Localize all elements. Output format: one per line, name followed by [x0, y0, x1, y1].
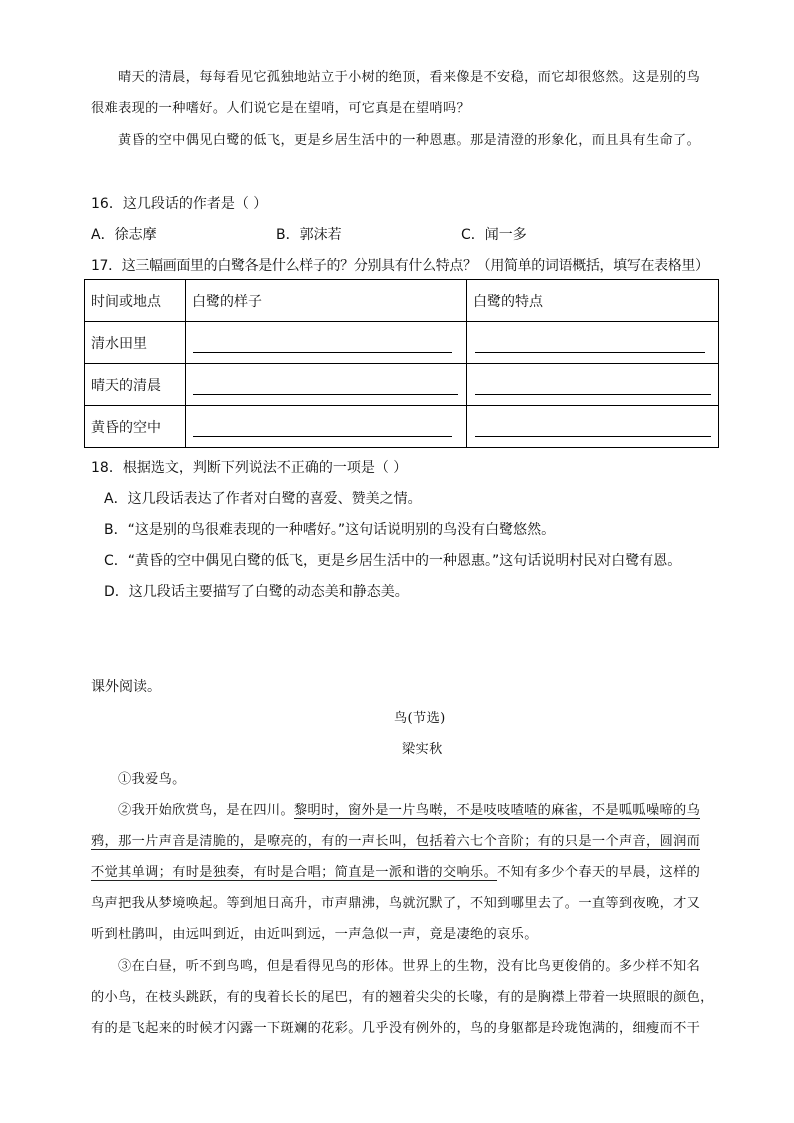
question-16-stem: 16．这几段话的作者是（ ） [91, 196, 268, 212]
option-b[interactable]: B．“这是别的鸟很难表现的一种嗜好。”这句话说明别的鸟没有白鹭悠然。 [104, 522, 556, 538]
paragraph-3-line: 的小鸟，在枝头跳跃，有的曳着长长的尾巴，有的翘着尖尖的长喙，有的是胸襟上带着一块照眼的颜色， [91, 990, 714, 1005]
row-label: 晴天的清晨 [85, 364, 186, 406]
option-c[interactable]: C．“黄昏的空中偶见白鹭的低飞，更是乡居生活中的一种恩惠。”这句话说明村民对白鹭有恩。 [104, 553, 682, 569]
section-heading: 课外阅读。 [91, 679, 161, 695]
table-row [85, 364, 719, 406]
text-span: 不知有多少个春天的早晨，这样的 [497, 865, 701, 880]
question-18-stem: 18．根据选文，判断下列说法不正确的一项是（ ） [91, 460, 408, 476]
option-b[interactable]: B．郭沫若 [276, 227, 342, 243]
text-span: ②我开始欣赏鸟，是在四川。 [118, 803, 294, 818]
option-c[interactable]: C．闻一多 [461, 227, 527, 243]
answer-blank-appearance[interactable] [186, 406, 467, 448]
answer-blank-appearance[interactable] [186, 322, 467, 364]
passage-line: 黄昏的空中偶见白鹭的低飞，更是乡居生活中的一种恩惠。那是清澄的形象化，而且具有生命了。 [118, 133, 701, 148]
answer-table [84, 279, 719, 448]
underlined-text: 鸦，那一片声音是清脆的，是嘹亮的，有的一声长叫，包括着六七个音阶；有的只是一个声音，圆润而 [91, 830, 700, 850]
underlined-text: 黎明时，窗外是一片鸟啭，不是吱吱喳喳的麻雀，不是呱呱噪啼的乌 [294, 803, 701, 818]
paragraph-2-line: 鸟声把我从梦境唤起。等到旭日高升，市声鼎沸，鸟就沉默了，不知到哪里去了。一直等到夜晚，才又 [91, 896, 701, 911]
option-a[interactable]: A．徐志摩 [91, 227, 157, 243]
table-header: 白鹭的样子 [186, 280, 467, 322]
table-header: 白鹭的特点 [467, 280, 719, 322]
answer-blank-appearance[interactable] [186, 364, 467, 406]
paragraph-2-line [118, 799, 700, 818]
option-d[interactable]: D．这几段话主要描写了白鹭的动态美和静态美。 [104, 584, 409, 600]
paragraph-3-line: 有的是飞起来的时候才闪露一下斑斓的花彩。几乎没有例外的，鸟的身躯都是玲珑饱满的，细瘦而不干 [91, 1021, 701, 1036]
paragraph-1: ①我爱鸟。 [118, 772, 186, 787]
answer-blank-feature[interactable] [467, 364, 719, 406]
question-17-stem: 17．这三幅画面里的白鹭各是什么样子的？分别具有什么特点？（用简单的词语概括，填写在表格里） [91, 258, 709, 274]
article-title: 鸟(节选) [394, 711, 446, 726]
row-label: 清水田里 [85, 322, 186, 364]
table-header: 时间或地点 [85, 280, 186, 322]
paragraph-2-line: 听到杜鹃叫，由远叫到近，由近叫到远，一声急似一声，竟是凄绝的哀乐。 [91, 927, 538, 942]
paragraph-2-line [91, 861, 700, 880]
table-row [85, 322, 719, 364]
option-a[interactable]: A．这几段话表达了作者对白鹭的喜爱、赞美之情。 [104, 491, 422, 507]
passage-line: 很难表现的一种嗜好。人们说它是在望哨，可它真是在望哨吗？ [91, 101, 471, 116]
row-label: 黄昏的空中 [85, 406, 186, 448]
table-row [85, 406, 719, 448]
table-header-row [85, 280, 719, 322]
passage-line: 晴天的清晨，每每看见它孤独地站立于小树的绝顶，看来像是不安稳，而它却很悠然。这是别的鸟 [118, 70, 701, 85]
answer-blank-feature[interactable] [467, 322, 719, 364]
answer-blank-feature[interactable] [467, 406, 719, 448]
underlined-text: 不觉其单调；有时是独奏，有时是合唱；简直是一派和谐的交响乐。 [91, 865, 498, 880]
paragraph-3-line: ③在白昼，听不到鸟鸣，但是看得见鸟的形体。世界上的生物，没有比鸟更俊俏的。多少样不知名 [118, 959, 701, 974]
article-author: 梁实秋 [402, 742, 443, 757]
